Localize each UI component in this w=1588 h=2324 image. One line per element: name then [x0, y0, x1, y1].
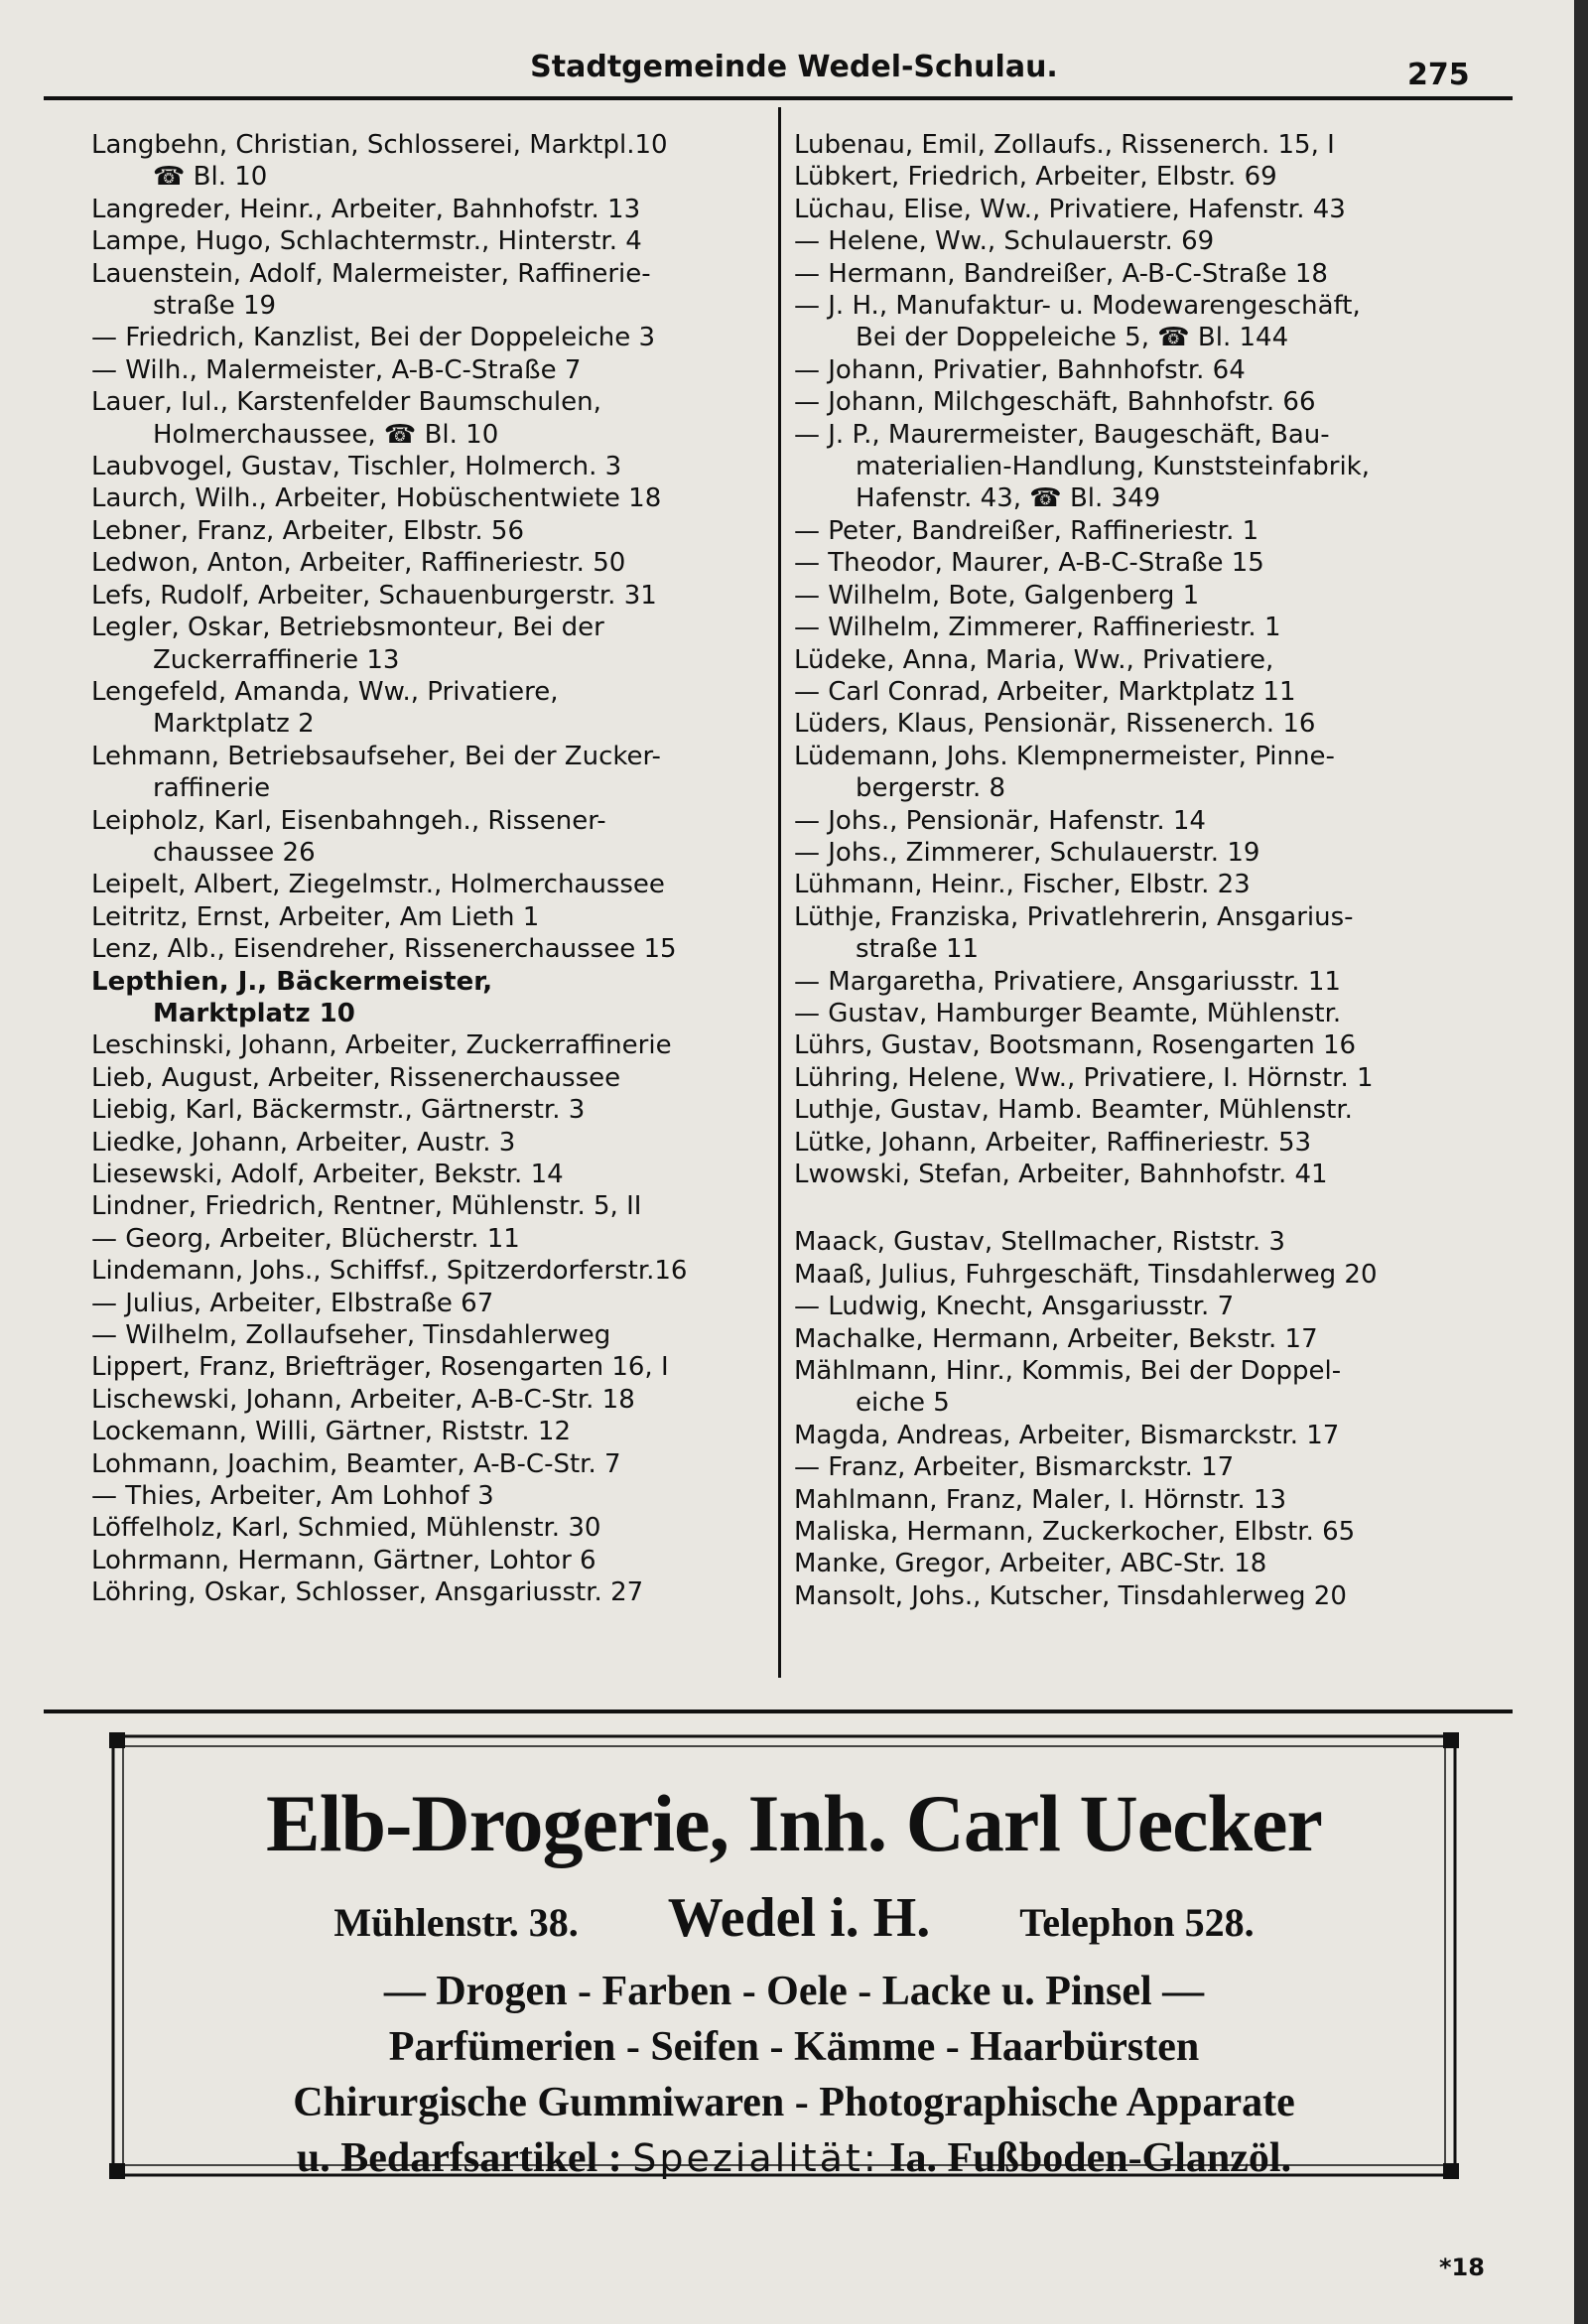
- entry-line: Mahlmann, Franz, Maler, I. Hörnstr. 13: [794, 1484, 1286, 1515]
- directory-entry: [91, 933, 786, 965]
- directory-entry: [91, 1190, 786, 1222]
- entry-line: Maliska, Hermann, Zuckerkocher, Elbstr. 65: [794, 1517, 1356, 1548]
- directory-entry: [91, 1512, 786, 1544]
- entry-line: Lindner, Friedrich, Rentner, Mühlenstr. 5, II: [91, 1191, 642, 1222]
- directory-entry: [91, 1384, 786, 1416]
- entry-continuation-line: Hafenstr. 43, ☎ Bl. 349: [856, 483, 1161, 514]
- entry-line: Lengefeld, Amanda, Ww., Privatiere,: [91, 676, 559, 707]
- directory-entry: [794, 1226, 1479, 1258]
- entry-line: Lüdeke, Anna, Maria, Ww., Privatiere,: [794, 644, 1274, 675]
- entry-line: Lüthje, Franziska, Privatlehrerin, Ansgarius-: [794, 901, 1354, 932]
- directory-entry: [91, 1545, 786, 1576]
- entry-continuation-line: ☎ Bl. 10: [153, 162, 268, 193]
- entry-line: — Carl Conrad, Arbeiter, Marktplatz 11: [794, 676, 1296, 707]
- entry-line: — Georg, Arbeiter, Blücherstr. 11: [91, 1223, 520, 1254]
- directory-entry: [91, 515, 786, 547]
- entry-line: Liesewski, Adolf, Arbeiter, Bekstr. 14: [91, 1160, 564, 1189]
- directory-entry: [794, 1323, 1479, 1355]
- directory-entry: [91, 482, 786, 514]
- directory-entry: [794, 1420, 1479, 1451]
- entry-line: Lüchau, Elise, Ww., Privatiere, Hafenstr. 43: [794, 194, 1346, 224]
- entry-line: Langbehn, Christian, Schlosserei, Marktpl.10: [91, 130, 668, 160]
- advertisement-products-line-3: Chirurgische Gummiwaren - Photographische Apparate: [293, 2080, 1295, 2125]
- directory-entry: [794, 386, 1479, 418]
- entry-line: — Johann, Privatier, Bahnhofstr. 64: [794, 354, 1246, 385]
- directory-entry: [91, 258, 786, 323]
- entry-line: Lockemann, Willi, Gärtner, Riststr. 12: [91, 1417, 572, 1447]
- directory-entry: [91, 225, 786, 257]
- directory-entry: [91, 1480, 786, 1512]
- directory-entry: [794, 290, 1479, 354]
- directory-entry: [794, 1355, 1479, 1420]
- directory-entry: [91, 1127, 786, 1159]
- entry-line: Lübkert, Friedrich, Arbeiter, Elbstr. 69: [794, 162, 1277, 193]
- directory-entry: [91, 1062, 786, 1094]
- advertisement-spezialitaet-label: Spezialität:: [632, 2136, 879, 2180]
- directory-entry: [794, 1094, 1479, 1126]
- entry-line: Lenz, Alb., Eisendreher, Rissenerchaussee 15: [91, 934, 677, 965]
- entry-line: — Johs., Pensionär, Hafenstr. 14: [794, 805, 1206, 836]
- advertisement-bedarf: u. Bedarfsartikel :: [296, 2135, 622, 2181]
- directory-entry: [91, 805, 786, 870]
- entry-line: Lubenau, Emil, Zollaufs., Rissenerch. 15, I: [794, 130, 1335, 160]
- entry-spacer: [794, 1190, 1479, 1226]
- directory-entry: [794, 1484, 1479, 1516]
- entry-line: Ledwon, Anton, Arbeiter, Raffineriestr. 50: [91, 548, 626, 579]
- directory-entry: [794, 354, 1479, 386]
- entry-line: — Ludwig, Knecht, Ansgariusstr. 7: [794, 1292, 1235, 1322]
- directory-entry: [794, 708, 1479, 740]
- entry-line: — Johann, Milchgeschäft, Bahnhofstr. 66: [794, 387, 1316, 418]
- entry-line: — J. H., Manufaktur- u. Modewarengeschäft,: [794, 291, 1361, 322]
- directory-entry: [794, 676, 1479, 708]
- advertisement-products-line-1: — Drogen - Farben - Oele - Lacke u. Pinsel —: [383, 1969, 1205, 2014]
- entry-line: — Wilhelm, Zimmerer, Raffineriestr. 1: [794, 613, 1281, 643]
- ad-separator-rule: [44, 1709, 1513, 1713]
- entry-line: Lindemann, Johs., Schiffsf., Spitzerdorferstr.16: [91, 1256, 688, 1287]
- entry-line: Lampe, Hugo, Schlachtermstr., Hinterstr. 4: [91, 226, 642, 257]
- advertisement-address-row: [0, 1886, 1588, 1950]
- entry-line: — Wilhelm, Bote, Galgenberg 1: [794, 580, 1200, 611]
- directory-entry: [91, 354, 786, 386]
- entry-line: Lehmann, Betriebsaufseher, Bei der Zucker-: [91, 741, 661, 771]
- directory-column-right: [794, 129, 1479, 1612]
- entry-line: Lwowski, Stefan, Arbeiter, Bahnhofstr. 41: [794, 1160, 1328, 1189]
- directory-entry: [794, 1159, 1479, 1190]
- entry-line: Liedke, Johann, Arbeiter, Austr. 3: [91, 1127, 516, 1158]
- directory-entry: [91, 386, 786, 451]
- directory-entry: [794, 419, 1479, 515]
- directory-entry: [91, 1288, 786, 1319]
- entry-line: Lippert, Franz, Briefträger, Rosengarten 16, I: [91, 1352, 669, 1383]
- entry-line: Lührs, Gustav, Bootsmann, Rosengarten 16: [794, 1030, 1357, 1061]
- entry-line: Maaß, Julius, Fuhrgeschäft, Tinsdahlerweg 20: [794, 1259, 1378, 1290]
- directory-entry: [91, 547, 786, 579]
- entry-line: Laurch, Wilh., Arbeiter, Hobüschentwiete 18: [91, 483, 662, 514]
- directory-entry: [91, 1094, 786, 1126]
- directory-entry: [794, 869, 1479, 900]
- directory-entry: [794, 1580, 1479, 1612]
- entry-continuation-line: Bei der Doppeleiche 5, ☎ Bl. 144: [856, 323, 1289, 353]
- entry-continuation-line: straße 19: [153, 291, 277, 322]
- entry-line: — Wilhelm, Zollaufseher, Tinsdahlerweg: [91, 1320, 611, 1351]
- directory-entry: [794, 998, 1479, 1029]
- entry-line: — Wilh., Malermeister, A-B-C-Straße 7: [91, 354, 582, 385]
- directory-entry: [91, 1223, 786, 1255]
- directory-entry: [91, 1029, 786, 1061]
- entry-line: — Thies, Arbeiter, Am Lohhof 3: [91, 1481, 494, 1512]
- entry-line: — Hermann, Bandreißer, A-B-C-Straße 18: [794, 258, 1328, 289]
- directory-entry: [91, 580, 786, 612]
- entry-continuation-line: bergerstr. 8: [856, 773, 1006, 804]
- entry-line: Lühring, Helene, Ww., Privatiere, I. Hörnstr. 1: [794, 1062, 1374, 1093]
- page-header-title: Stadtgemeinde Wedel-Schulau.: [530, 50, 1058, 84]
- directory-entry: [91, 869, 786, 900]
- header-rule: [44, 96, 1513, 100]
- directory-entry: [91, 1351, 786, 1383]
- entry-line: Lüders, Klaus, Pensionär, Rissenerch. 16: [794, 709, 1316, 740]
- entry-line: Lauenstein, Adolf, Malermeister, Raffinerie-: [91, 258, 651, 289]
- directory-entry: [794, 805, 1479, 837]
- directory-entry: [91, 194, 786, 225]
- entry-line: Mansolt, Johs., Kutscher, Tinsdahlerweg 20: [794, 1580, 1347, 1611]
- entry-line: — Friedrich, Kanzlist, Bei der Doppeleiche 3: [91, 323, 656, 353]
- directory-entry: [91, 1448, 786, 1480]
- entry-line: Langreder, Heinr., Arbeiter, Bahnhofstr. 13: [91, 194, 641, 224]
- directory-entry: [794, 1029, 1479, 1061]
- entry-line: — Theodor, Maurer, A-B-C-Straße 15: [794, 548, 1264, 579]
- directory-entry: [91, 451, 786, 482]
- entry-line: Leitritz, Ernst, Arbeiter, Am Lieth 1: [91, 901, 540, 932]
- directory-entry: [794, 1127, 1479, 1159]
- signature-mark: *18: [1439, 2254, 1485, 2281]
- directory-entry: [91, 676, 786, 741]
- entry-continuation-line: materialien-Handlung, Kunststeinfabrik,: [856, 452, 1370, 482]
- directory-entry: [91, 129, 786, 194]
- directory-entry: [794, 225, 1479, 257]
- entry-line: — Gustav, Hamburger Beamte, Mühlenstr.: [794, 998, 1342, 1028]
- directory-entry: [794, 1548, 1479, 1579]
- entry-line: Liebig, Karl, Bäckermstr., Gärtnerstr. 3: [91, 1095, 586, 1126]
- entry-line: Magda, Andreas, Arbeiter, Bismarckstr. 17: [794, 1420, 1340, 1450]
- entry-line: Laubvogel, Gustav, Tischler, Holmerch. 3: [91, 452, 622, 482]
- advertisement-phone: Telephon 528.: [1019, 1900, 1255, 1945]
- entry-continuation-line: chaussee 26: [153, 837, 316, 868]
- directory-entry: [794, 1291, 1479, 1322]
- directory-entry: [91, 322, 786, 353]
- directory-entry: [794, 580, 1479, 612]
- entry-line: Leschinski, Johann, Arbeiter, Zuckerraffinerie: [91, 1030, 672, 1061]
- entry-line: Lefs, Rudolf, Arbeiter, Schauenburgerstr. 31: [91, 580, 657, 611]
- directory-entry: [794, 1516, 1479, 1548]
- directory-entry: [794, 161, 1479, 193]
- entry-continuation-line: straße 11: [856, 934, 980, 965]
- directory-entry: [91, 741, 786, 805]
- entry-line: — Johs., Zimmerer, Schulauerstr. 19: [794, 837, 1260, 868]
- advertisement-street: Mühlenstr. 38.: [333, 1900, 579, 1945]
- advertisement-products-line-2: Parfümerien - Seifen - Kämme - Haarbürsten: [388, 2024, 1200, 2070]
- entry-line: Manke, Gregor, Arbeiter, ABC-Str. 18: [794, 1549, 1267, 1579]
- entry-line: Mählmann, Hinr., Kommis, Bei der Doppel-: [794, 1356, 1342, 1387]
- directory-entry: [794, 547, 1479, 579]
- directory-entry: [794, 129, 1479, 161]
- advertisement-town: Wedel i. H.: [667, 1887, 931, 1949]
- directory-entry: [794, 1451, 1479, 1483]
- directory-entry: [794, 515, 1479, 547]
- entry-line: Lebner, Franz, Arbeiter, Elbstr. 56: [91, 515, 524, 546]
- entry-line: Lischewski, Johann, Arbeiter, A-B-C-Str. 18: [91, 1384, 635, 1415]
- directory-entry: [91, 1319, 786, 1351]
- directory-entry: [794, 837, 1479, 869]
- directory-entry: [794, 612, 1479, 643]
- directory-entry: [794, 901, 1479, 966]
- directory-entry: [91, 1576, 786, 1608]
- entry-line: Lepthien, J., Bäckermeister,: [91, 966, 493, 997]
- entry-line: Leipholz, Karl, Eisenbahngeh., Rissener-: [91, 805, 606, 836]
- entry-continuation-line: eiche 5: [856, 1388, 950, 1419]
- directory-entry: [91, 1255, 786, 1287]
- entry-line: Machalke, Hermann, Arbeiter, Bekstr. 17: [794, 1323, 1318, 1354]
- entry-line: Löhring, Oskar, Schlosser, Ansgariusstr. 27: [91, 1577, 644, 1608]
- entry-line: — Peter, Bandreißer, Raffineriestr. 1: [794, 515, 1259, 546]
- entry-line: — Margaretha, Privatiere, Ansgariusstr. 11: [794, 966, 1341, 997]
- directory-entry: [91, 901, 786, 933]
- directory-entry: [794, 966, 1479, 998]
- entry-line: Legler, Oskar, Betriebsmonteur, Bei der: [91, 613, 604, 643]
- entry-line: Lieb, August, Arbeiter, Rissenerchaussee: [91, 1062, 621, 1093]
- entry-line: Lohmann, Joachim, Beamter, A-B-C-Str. 7: [91, 1448, 621, 1479]
- entry-line: Lüdemann, Johs. Klempnermeister, Pinne-: [794, 741, 1335, 771]
- directory-entry: [794, 258, 1479, 290]
- entry-line: — Franz, Arbeiter, Bismarckstr. 17: [794, 1452, 1235, 1483]
- entry-line: Löffelholz, Karl, Schmied, Mühlenstr. 30: [91, 1513, 601, 1544]
- entry-continuation-line: Marktplatz 10: [153, 998, 355, 1028]
- entry-line: — Julius, Arbeiter, Elbstraße 67: [91, 1288, 494, 1318]
- entry-continuation-line: Holmerchaussee, ☎ Bl. 10: [153, 419, 499, 450]
- entry-line: Maack, Gustav, Stellmacher, Riststr. 3: [794, 1227, 1285, 1258]
- entry-line: Lauer, Iul., Karstenfelder Baumschulen,: [91, 387, 601, 418]
- directory-entry: [794, 741, 1479, 805]
- advertisement-spezialitaet: Ia. Fußboden-Glanzöl.: [889, 2135, 1292, 2181]
- advertisement-title: Elb-Drogerie, Inh. Carl Uecker: [266, 1778, 1322, 1868]
- directory-entry: [794, 644, 1479, 676]
- directory-entry: [794, 1259, 1479, 1291]
- directory-entry: [794, 1062, 1479, 1094]
- directory-entry: [91, 612, 786, 676]
- entry-line: — Helene, Ww., Schulauerstr. 69: [794, 226, 1215, 257]
- page-number: 275: [1407, 58, 1470, 92]
- entry-line: Luthje, Gustav, Hamb. Beamter, Mühlenstr.: [794, 1095, 1353, 1126]
- advertisement-products-line-4: [0, 2134, 1588, 2182]
- entry-line: Leipelt, Albert, Ziegelmstr., Holmerchaussee: [91, 870, 665, 900]
- directory-entry: [91, 1159, 786, 1190]
- entry-line: Lütke, Johann, Arbeiter, Raffineriestr. 53: [794, 1127, 1312, 1158]
- entry-line: Lohrmann, Hermann, Gärtner, Lohtor 6: [91, 1545, 596, 1575]
- directory-column-left: [91, 129, 786, 1609]
- entry-continuation-line: Zuckerraffinerie 13: [153, 644, 400, 675]
- entry-line: Lühmann, Heinr., Fischer, Elbstr. 23: [794, 870, 1251, 900]
- directory-entry: [794, 194, 1479, 225]
- entry-continuation-line: raffinerie: [153, 773, 271, 804]
- directory-entry: [91, 966, 786, 1030]
- entry-line: — J. P., Maurermeister, Baugeschäft, Bau-: [794, 419, 1330, 450]
- directory-entry: [91, 1416, 786, 1447]
- entry-continuation-line: Marktplatz 2: [153, 709, 315, 740]
